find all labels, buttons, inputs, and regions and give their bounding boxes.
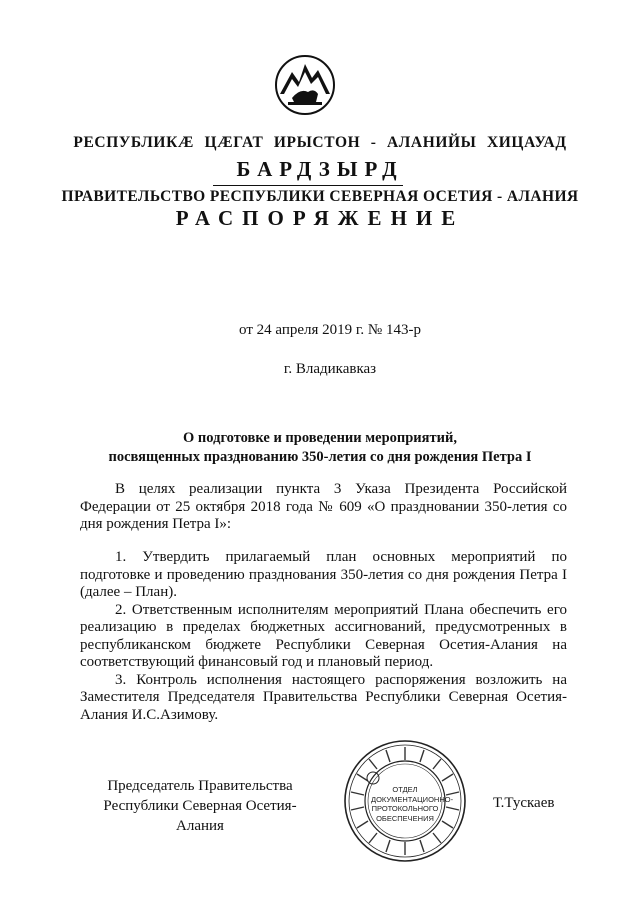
document-city: г. Владикавказ <box>283 361 377 377</box>
decree-item: 3. Контроль исполнения настоящего распоряжения возложить на Заместителя Председателя Правительства Республики Северная Осетия-Алания И.С.Азимову. <box>80 671 567 723</box>
header-ossetian-government: РЕСПУБЛИКÆ ЦÆГАТ ИРЫСТОН - АЛАНИЙЫ ХИЦАУАД <box>73 134 567 151</box>
header-divider <box>213 185 403 186</box>
stamp-line: ОТДЕЛ <box>392 785 418 794</box>
document-title <box>0 429 640 467</box>
stamp-line: ДОКУМЕНТАЦИОННО- <box>371 794 454 804</box>
decree-item: 1. Утвердить прилагаемый план основных мероприятий по подготовке и проведению празднования 350-летия со дня рождения Петра I (далее – План). <box>80 549 567 600</box>
signatory-position-line: Председатель Правительства <box>107 778 293 794</box>
stamp-line: ОБЕСПЕЧЕНИЯ <box>376 813 434 823</box>
stamp-line: ПРОТОКОЛЬНОГО <box>371 804 439 813</box>
decree-item: 2. Ответственным исполнителям мероприятий Плана обеспечить его реализацию в пределах бюджетных ассигнований, предусмотренных в республиканском бюджете Республики Северная Осетия-Алания на соответствующий финансовый год и плановый период. <box>80 601 567 670</box>
document-date-number: от 24 апреля 2019 г. № 143-р <box>239 322 421 338</box>
header-decree-russian: РАСПОРЯЖЕНИЕ <box>175 206 465 230</box>
intro-paragraph: В целях реализации пункта 3 Указа Президента Российской Федерации от 25 октября 2018 года № 609 «О праздновании 350-летия со дня рождения Петра I»: <box>80 481 567 532</box>
signatory-position-line: Республики Северная Осетия-Алания <box>103 798 297 834</box>
document-title-line: О подготовке и проведении мероприятий, <box>183 430 457 446</box>
stamp-center-text <box>371 785 454 823</box>
document-title-line: посвященных празднованию 350-летия со дня рождения Петра I <box>108 449 532 465</box>
decree-items <box>80 549 567 724</box>
header-decree-ossetian: БАРДЗЫРД <box>236 157 404 181</box>
header-russian-government: ПРАВИТЕЛЬСТВО РЕСПУБЛИКИ СЕВЕРНАЯ ОСЕТИЯ - АЛАНИЯ <box>61 188 579 205</box>
signatory-name: Т.Тускаев <box>493 795 555 811</box>
coat-of-arms-emblem <box>272 54 338 116</box>
signatory-position <box>80 776 320 836</box>
